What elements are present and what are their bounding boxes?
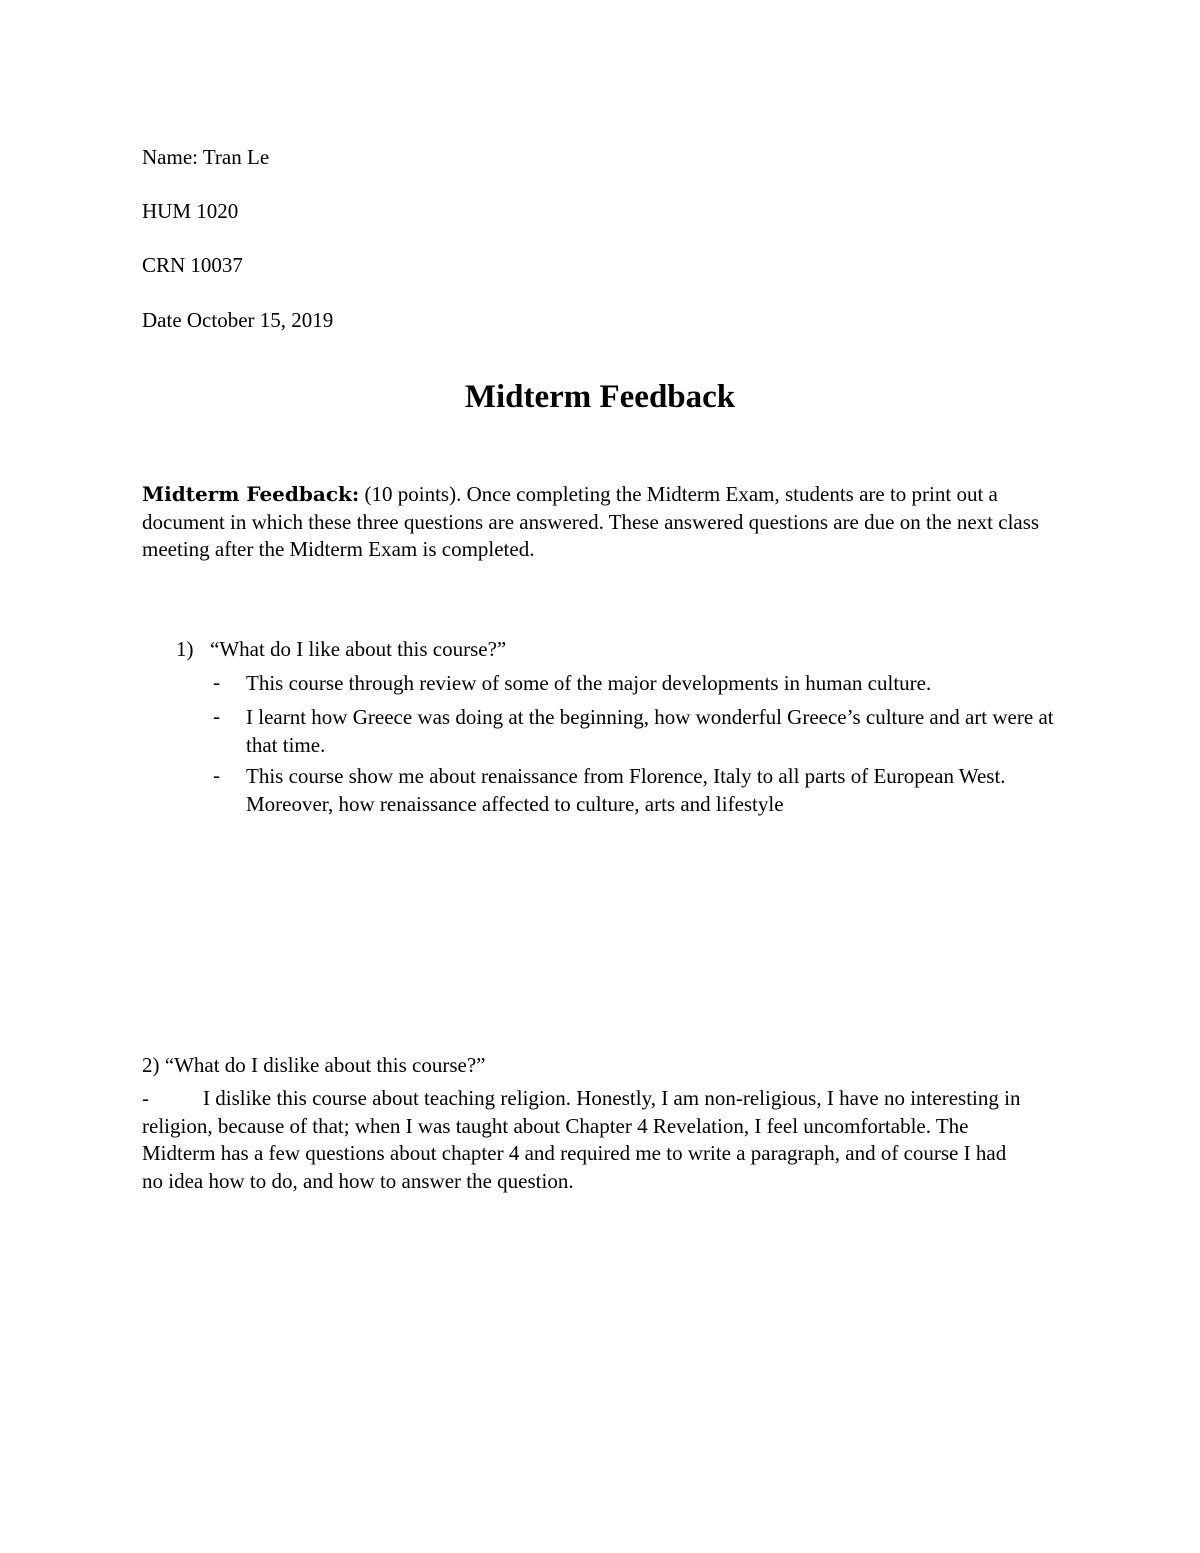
- crn-number: CRN 10037: [142, 253, 243, 277]
- intro-paragraph: [142, 481, 1062, 564]
- question-1-bullet-3: This course show me about renaissance from Florence, Italy to all parts of European West. Moreover, how renaissance affected to culture, arts and lifestyle: [246, 764, 1006, 816]
- question-1-bullet-2: I learnt how Greece was doing at the beginning, how wonderful Greece’s culture and art were at that time.: [246, 705, 1054, 757]
- question-2-text: 2) “What do I dislike about this course?”: [142, 1053, 486, 1077]
- intro-lead: Midterm Feedback:: [142, 482, 360, 506]
- bullet-dash: -: [213, 670, 220, 694]
- submission-date: Date October 15, 2019: [142, 308, 334, 332]
- student-name: Name: Tran Le: [142, 145, 270, 169]
- answer-text: I dislike this course about teaching religion. Honestly, I am non-religious, I have no interesting in religion, because of that; when I was taught about Chapter 4 Revelation, I feel uncomfortable. The Midterm has a few questions about chapter 4 and required me to write a paragraph, and of course I had no idea how to do, and how to answer the question.: [142, 1086, 1021, 1193]
- question-1-text: “What do I like about this course?”: [210, 637, 507, 661]
- question-1-bullet-1: This course through review of some of the major developments in human culture.: [246, 671, 932, 695]
- answer-dash: -: [142, 1086, 149, 1110]
- question-1-number: 1): [176, 637, 194, 661]
- course-code: HUM 1020: [142, 199, 239, 223]
- question-2-answer: [142, 1085, 1022, 1195]
- bullet-dash: -: [213, 704, 220, 728]
- document-title: Midterm Feedback: [464, 379, 736, 415]
- bullet-dash: -: [213, 763, 220, 787]
- intro-text: (10 points). Once completing the Midterm Exam, students are to print out a document in which these three questions are answered. These answered questions are due on the next class meeting after the Midterm Exam is completed.: [142, 482, 1040, 561]
